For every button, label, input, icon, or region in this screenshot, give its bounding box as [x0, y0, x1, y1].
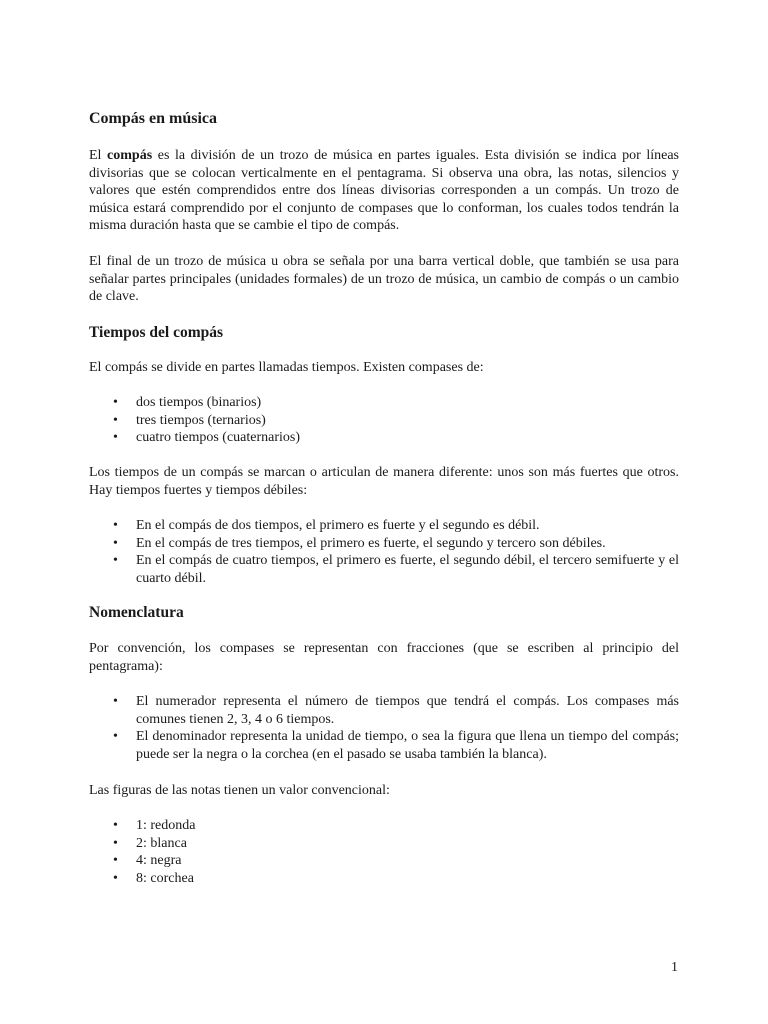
bullet-icon: • [113, 835, 118, 851]
list-item-text: cuatro tiempos (cuaternarios) [136, 430, 301, 446]
page-number: 1 [671, 960, 678, 975]
list-item-text: En el compás de cuatro tiempos, el primero es fuerte, el segundo débil, el tercero semifuerte y el cuarto débil. [136, 553, 679, 586]
barline-paragraph: El final de un trozo de música u obra se señala por una barra vertical doble, que también se usa para señalar partes principales (unidades formales) de un trozo de música, un cambio de compás o un cambio de clave. [89, 254, 679, 305]
bullet-icon: • [113, 853, 118, 869]
list-item [89, 517, 679, 535]
bullet-icon: • [113, 694, 118, 709]
list-item [89, 817, 679, 835]
bullet-icon: • [113, 870, 118, 886]
list-item-text: En el compás de dos tiempos, el primero es fuerte y el segundo es débil. [136, 518, 540, 533]
list-item [89, 535, 679, 553]
list-item [89, 852, 679, 870]
intro-lead: El [89, 148, 108, 163]
list-item-text: En el compás de tres tiempos, el primero es fuerte, el segundo y tercero son débiles. [136, 535, 606, 551]
bullet-icon: • [113, 395, 118, 410]
bullet-icon: • [113, 518, 118, 533]
intro-term: compás [107, 148, 153, 163]
bullet-icon: • [113, 818, 118, 833]
section-heading-tiempos: Tiempos del compás [89, 324, 224, 341]
list-item [89, 693, 679, 728]
bullet-icon: • [113, 729, 118, 745]
nomenclatura-paragraph: Por convención, los compases se representan con fracciones (que se escriben al principio del pentagrama): [89, 641, 679, 674]
list-item [89, 394, 679, 412]
list-item-text: 2: blanca [136, 835, 187, 851]
list-item-text: tres tiempos (ternarios) [136, 412, 266, 428]
list-item [89, 412, 679, 430]
figuras-paragraph: Las figuras de las notas tienen un valor convencional: [89, 783, 390, 798]
list-item-text: 8: corchea [136, 870, 194, 886]
fuertes-debiles-paragraph: Los tiempos de un compás se marcan o articulan de manera diferente: unos son más fuertes que otros. Hay tiempos fuertes y tiempos débiles: [89, 465, 679, 498]
list-item-text: dos tiempos (binarios) [136, 395, 262, 410]
intro-paragraph [89, 147, 679, 235]
list-item-text: El numerador representa el número de tiempos que tendrá el compás. Los compases más comunes tienen 2, 3, 4 o 6 tiempos. [136, 694, 679, 727]
list-item [89, 728, 679, 763]
list-item [89, 870, 679, 888]
list-item [89, 429, 679, 447]
figuras-list [89, 817, 679, 887]
bullet-icon: • [113, 553, 118, 569]
bullet-icon: • [113, 535, 118, 551]
tiempos-list [89, 394, 679, 447]
tiempos-intro-paragraph: El compás se divide en partes llamadas tiempos. Existen compases de: [89, 360, 484, 375]
bullet-icon: • [113, 430, 118, 446]
document-title: Compás en música [89, 110, 218, 127]
fraction-list [89, 693, 679, 763]
list-item [89, 835, 679, 853]
list-item-text: 1: redonda [136, 818, 196, 833]
list-item-text: 4: negra [136, 853, 182, 869]
bullet-icon: • [113, 412, 118, 428]
intro-rest: es la división de un trozo de música en partes iguales. Esta división se indica por líneas divisorias que se colocan verticalmente en el pentagrama. Si observa una obra, las notas, silencios y valores que estén comprendidos entre dos líneas divisorias corresponden a un compás. Un trozo de música estará comprendido por el conjunto de compases que lo conforman, los cuales todos tendrán la misma duración hasta que se cambie el tipo de compás. [89, 148, 679, 234]
section-heading-nomenclatura: Nomenclatura [89, 604, 184, 621]
fuertes-debiles-list [89, 517, 679, 587]
list-item-text: El denominador representa la unidad de tiempo, o sea la figura que llena un tiempo del compás; puede ser la negra o la corchea (en el pasado se usaba también la blanca). [136, 729, 679, 762]
list-item [89, 552, 679, 587]
